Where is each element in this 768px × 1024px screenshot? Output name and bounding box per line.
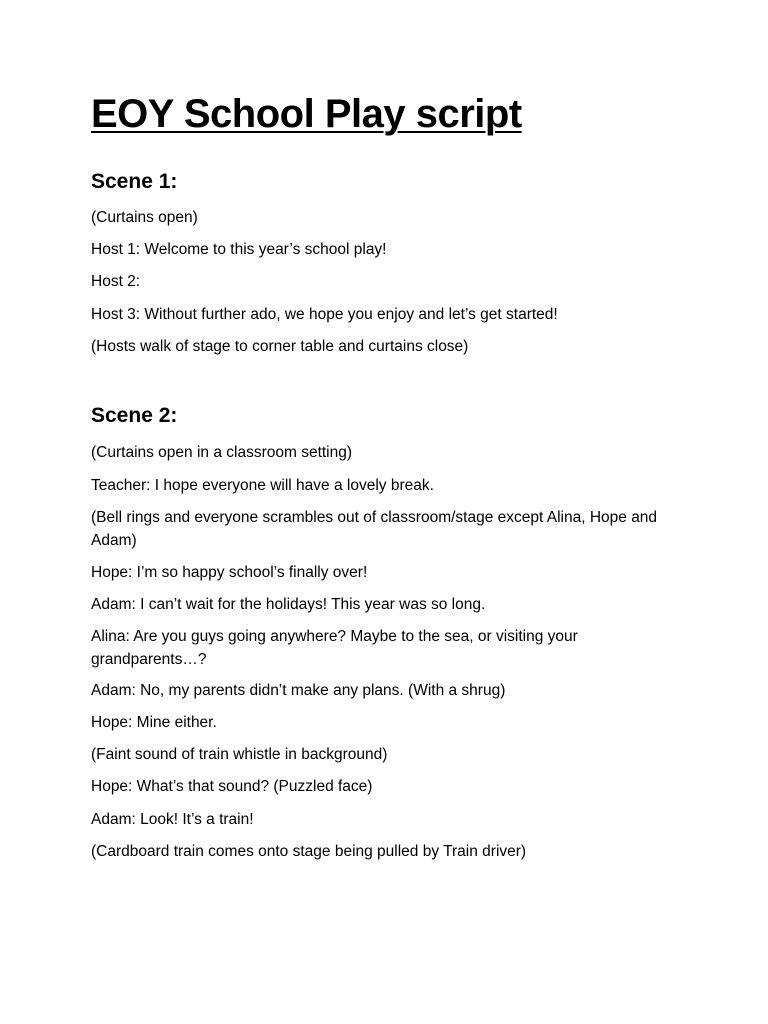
scene-1-heading: Scene 1:: [91, 170, 178, 193]
script-line: Alina: Are you guys going anywhere? Maybe to the sea, or visiting your grandparents…?: [91, 628, 578, 668]
script-line: (Curtains open in a classroom setting): [91, 444, 353, 461]
script-line: (Curtains open): [91, 209, 198, 226]
script-line: Adam: I can’t wait for the holidays! This year was so long.: [91, 596, 486, 613]
script-line: (Hosts walk of stage to corner table and curtains close): [91, 338, 469, 355]
script-line: Host 1: Welcome to this year’s school play!: [91, 241, 387, 258]
script-line: Host 3: Without further ado, we hope you enjoy and let’s get started!: [91, 306, 558, 323]
script-line: Adam: Look! It’s a train!: [91, 811, 254, 828]
script-line: (Bell rings and everyone scrambles out of classroom/stage except Alina, Hope and Adam): [91, 509, 658, 549]
page-title: EOY School Play script: [91, 92, 522, 136]
script-line: Hope: Mine either.: [91, 714, 217, 731]
script-line: Host 2:: [91, 273, 141, 290]
script-line: Hope: What’s that sound? (Puzzled face): [91, 778, 373, 795]
script-line: Teacher: I hope everyone will have a lovely break.: [91, 477, 434, 494]
script-line: (Cardboard train comes onto stage being pulled by Train driver): [91, 843, 527, 860]
script-line: Hope: I’m so happy school’s finally over!: [91, 564, 368, 581]
scene-2-heading: Scene 2:: [91, 404, 178, 427]
script-line: (Faint sound of train whistle in background): [91, 746, 388, 763]
script-line: Adam: No, my parents didn’t make any plans. (With a shrug): [91, 682, 506, 699]
